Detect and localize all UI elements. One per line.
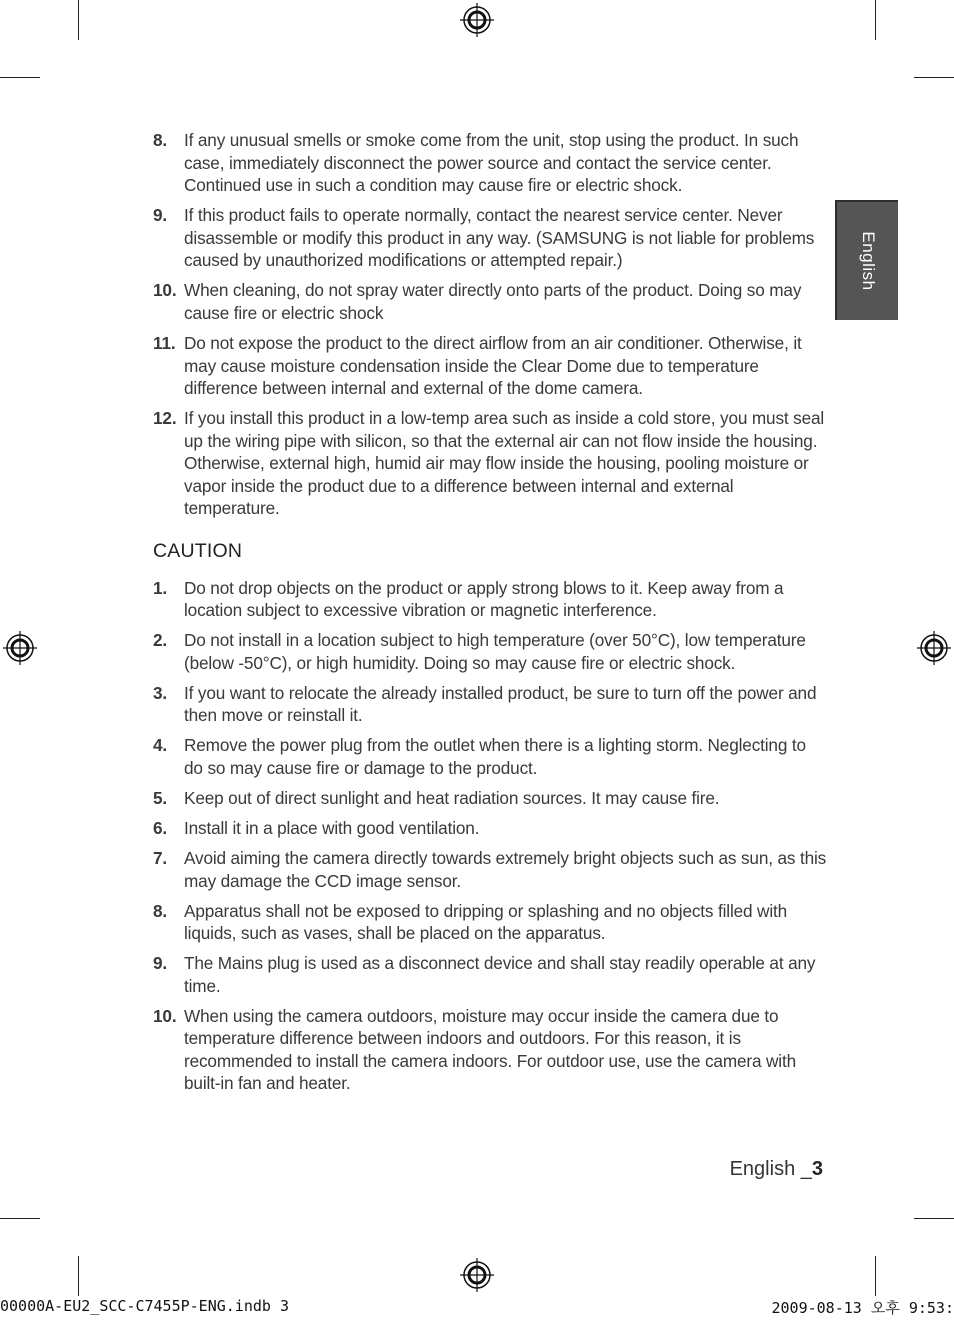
item-number: 8. [153, 130, 168, 150]
item-text: Apparatus shall not be exposed to dripping or splashing and no objects filled with liquids, such as vases, shall be placed on the apparatus. [184, 900, 788, 944]
list-item [153, 952, 828, 997]
item-number: 3. [153, 682, 168, 703]
item-number: 11. [153, 332, 176, 353]
item-text: Do not expose the product to the direct airflow from an air conditioner. Otherwise, it may cause moisture condensation inside the Clear Dome due to temperature difference between internal and external of the dome camera. [184, 332, 802, 399]
list-item [153, 577, 828, 622]
item-text: If you want to relocate the already installed product, be sure to turn off the power and then move or reinstall it. [184, 682, 817, 726]
list-item [153, 817, 828, 840]
crop-mark [0, 77, 40, 78]
list-item [153, 279, 828, 324]
item-number: 10. [153, 1005, 177, 1026]
list-item [153, 332, 828, 400]
language-tab-label: English [858, 231, 878, 291]
item-number: 7. [153, 847, 168, 868]
page-footer [730, 1158, 823, 1181]
item-text: If this product fails to operate normally, contact the nearest service center. Never disassemble or modify this product in any way. (SAMSUNG is not liable for problems caused by unauthorized modifications or attempted repair.) [184, 205, 815, 271]
item-number: 10. [153, 280, 177, 301]
item-text: When cleaning, do not spray water directly onto parts of the product. Doing so may cause fire or electric shock [184, 280, 802, 323]
registration-mark-icon [3, 631, 37, 665]
registration-mark-icon [917, 631, 951, 665]
crop-mark [914, 1218, 954, 1219]
print-slug-datetime: 2009-08-13 오후 9:53: [771, 1299, 954, 1317]
list-item [153, 407, 828, 520]
list-item [153, 629, 828, 674]
item-text: The Mains plug is used as a disconnect device and shall stay readily operable at any time. [184, 953, 816, 996]
crop-mark [875, 1256, 876, 1296]
crop-mark [78, 1256, 79, 1296]
crop-mark [875, 0, 876, 40]
item-text: Do not install in a location subject to high temperature (over 50°C), low temperature (below -50°C), or high humidity. Doing so may cause fire or electric shock. [184, 630, 806, 673]
item-text: Avoid aiming the camera directly towards extremely bright objects such as sun, as this may damage the CCD image sensor. [184, 847, 827, 891]
page-content [153, 129, 828, 1102]
list-item [153, 734, 828, 779]
item-text: If any unusual smells or smoke come from the unit, stop using the product. In such case, immediately disconnect the power source and contact the service center. Continued use in such a condition may cause fire or electric shock. [184, 130, 799, 196]
item-number: 6. [153, 817, 168, 838]
page-number: 3 [811, 1158, 823, 1180]
item-text: Keep out of direct sunlight and heat radiation sources. It may cause fire. [184, 787, 720, 808]
list-item [153, 1005, 828, 1095]
crop-mark [0, 1218, 40, 1219]
registration-mark-icon [460, 3, 494, 37]
crop-mark [914, 77, 954, 78]
item-text: Remove the power plug from the outlet when there is a lighting storm. Neglecting to do so may cause fire or damage to the product. [184, 735, 806, 778]
item-number: 12. [153, 408, 177, 429]
item-number: 8. [153, 900, 168, 921]
item-text: When using the camera outdoors, moisture may occur inside the camera due to temperature difference between indoors and outdoors. For this reason, it is recommended to install the camera indoors. For outdoor use, use the camera with built-in fan and heater. [184, 1005, 796, 1094]
language-tab [835, 200, 898, 320]
item-text: If you install this product in a low-temp area such as inside a cold store, you must seal up the wiring pipe with silicon, so that the external air can not flow inside the housing. Otherwise, external high, humid air may flow inside the housing, pooling moisture or vapor inside the product due to a difference between internal and external temperature. [184, 408, 825, 519]
caution-list [153, 577, 828, 1095]
item-number: 9. [153, 205, 168, 226]
crop-mark [78, 0, 79, 40]
list-item [153, 900, 828, 945]
list-item [153, 847, 828, 892]
safety-list [153, 129, 828, 520]
print-slug-file: 00000A-EU2_SCC-C7455P-ENG.indb 3 [0, 1297, 289, 1315]
footer-language: English _ [729, 1158, 812, 1180]
list-item [153, 204, 828, 272]
item-number: 1. [153, 577, 168, 598]
item-number: 2. [153, 630, 168, 651]
list-item [153, 787, 828, 810]
caution-heading: CAUTION [153, 540, 243, 563]
item-number: 5. [153, 787, 168, 808]
item-text: Do not drop objects on the product or apply strong blows to it. Keep away from a location subject to excessive vibration or magnetic interference. [184, 577, 784, 621]
list-item [153, 129, 828, 197]
item-text: Install it in a place with good ventilation. [184, 817, 480, 838]
item-number: 4. [153, 735, 168, 756]
item-number: 9. [153, 953, 168, 974]
registration-mark-icon [460, 1258, 494, 1292]
list-item [153, 682, 828, 727]
